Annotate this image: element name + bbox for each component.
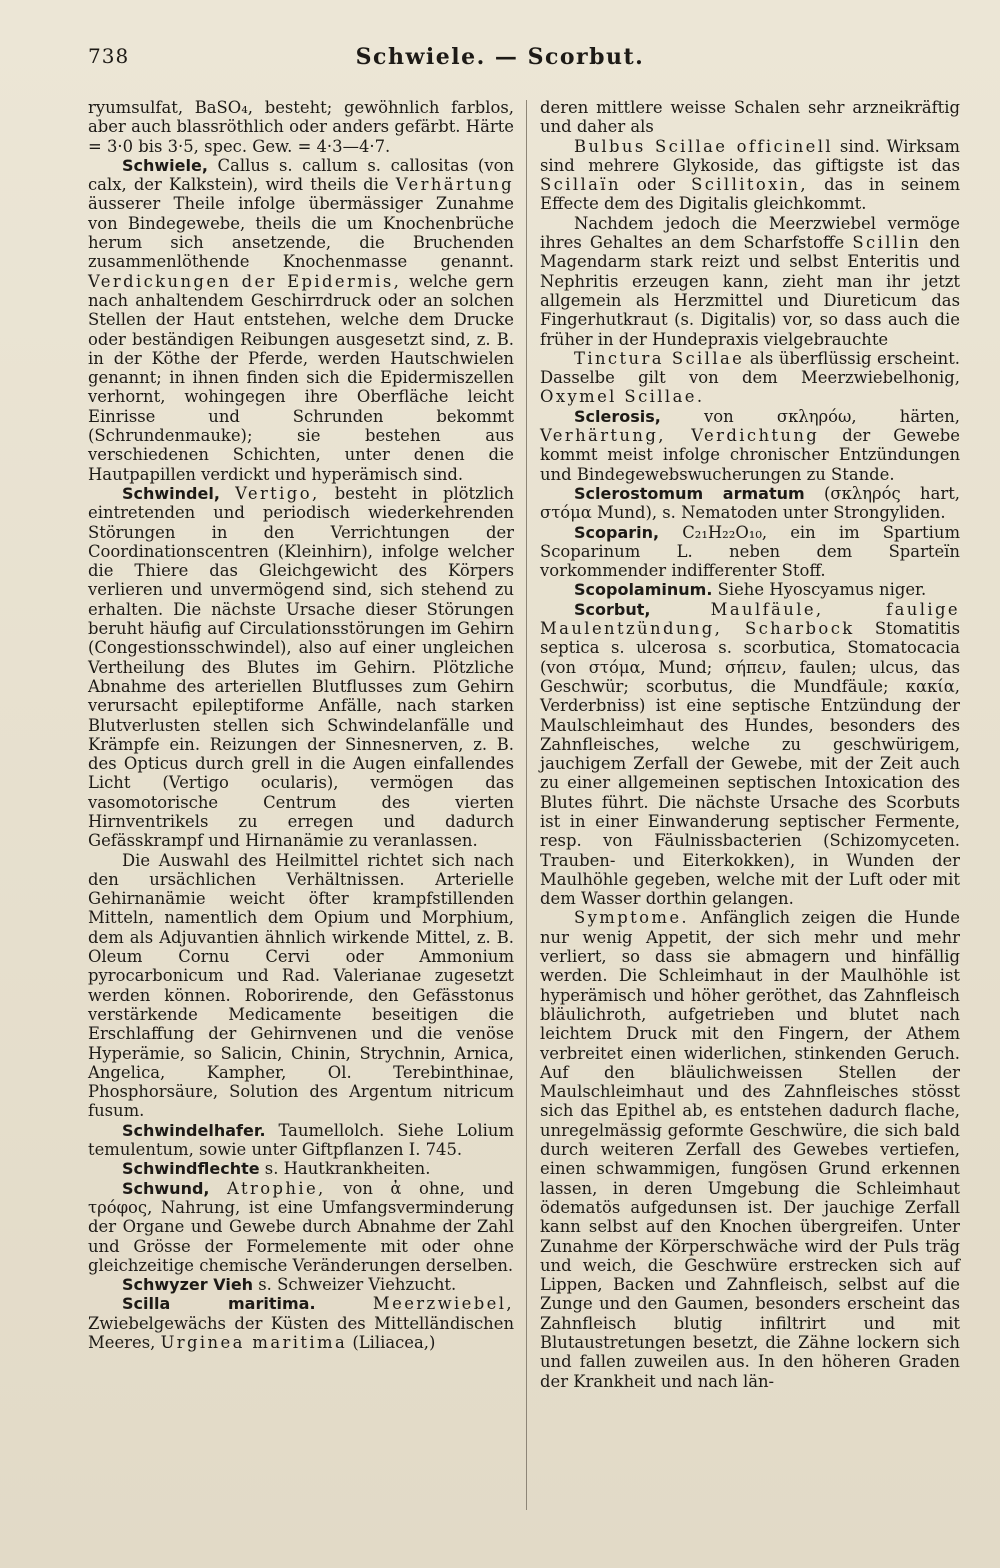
text-run: (σκληρός hart, στόμα Mund), s. Nematoden unter Strongyliden. (540, 483, 960, 523)
text-run: Die Auswahl des Heilmittel richtet sich nach den ursächlichen Verhältnissen. Arterielle Gehirnanämie weicht öfter krampfstillenden Mitteln, namentlich dem Opium und Morphium, dem als Adjuvantien ähnlich wirkende Mittel, z. B. Oleum Cornu Cervi oder Ammonium pyrocarbonicum und Rad. Valerianae zugesetzt werden können. Roborirende, den Gefässtonus verstärkende Medicamente beseitigen die Erschlaffung der Gehirnvenen und die venöse Hyperämie, so Salicin, Chinin, Strychnin, Arnica, Angelica, Kampher, Ol. Terebinthinae, Phosphorsäure, Solution des Argentum nitricum fusum. (88, 850, 514, 1121)
paragraph (540, 349, 960, 407)
entry-headword: Schwindflechte (122, 1159, 260, 1179)
paragraph (88, 1179, 514, 1275)
entry-headword: Schwindelhafer. (122, 1120, 266, 1140)
left-column (88, 98, 514, 1352)
page-header (88, 44, 912, 78)
paragraph (540, 137, 960, 214)
spaced-term: Verdickungen der Epidermis, (88, 271, 402, 291)
entry-headword: Scoparin, (574, 522, 660, 542)
text-run: Anfänglich zeigen die Hunde nur wenig Appetit, der sich mehr und mehr verliert, so dass sie abmagern und hinfällig werden. Die Schleimhaut in der Maulhöhle ist hyperämisch und höher geröthet, das Zahnfleisch bläulichroth, aufgetrieben und blutet nach leichtem Druck mit den Fingern, der Athem verbreitet einen widerlichen, stinkenden Geruch. Auf den bläulichweissen Stellen der Maulschleimhaut und des Zahnfleisches stösst sich das Epithel ab, es entstehen dadurch flache, unregelmässig geformte Geschwüre, die sich bald durch weiteren Zerfall des Gewebes vertiefen, einen schwammigen, fungösen Grund erkennen lassen, in deren Umgebung die Schleimhaut ödematös aufgedunsen ist. Der jauchige Zerfall kann selbst auf den Knochen übergreifen. Unter Zunahme der Körperschwäche wird der Puls träg und weich, die Geschwüre erstrecken sich auf Lippen, Backen und Zahnfleisch, selbst auf die Zunge und den Gaumen, besonders erscheint das Zahnfleisch blutig infiltrirt und mit Blutaustretungen besetzt, die Zähne lockern sich und fallen zuweilen aus. In den höheren Graden der Krankheit und nach län- (540, 908, 960, 1391)
text-run: Stomatitis septica s. ulcerosa s. scorbutica, Stomatocacia (von στόμα, Mund; σήπειν, faulen; ulcus, das Geschwür; scorbutus, die Mundfäule; κακία, Verderbniss) ist eine septische Entzündung der Maulschleimhaut des Hundes, besonders des Zahnfleisches, welche zu geschwürigem, jauchigem Zerfall der Gewebe, mit der Zeit auch zu einer allgemeinen septischen Intoxication des Blutes führt. Die nächste Ursache des Scorbuts ist in einer Einwanderung septischer Fermente, resp. von Fäulnissbacterien (Schizomyceten. Trauben- und Eiterkokken), in Wunden der Maulhöhle gegeben, welche mit der Luft oder mit dem Wasser dorthin gelangen. (540, 619, 960, 909)
paragraph (88, 98, 514, 156)
paragraph (540, 908, 960, 1390)
spaced-term: Scillitoxin, (691, 175, 808, 195)
spaced-term: Bulbus Scillae officinell (574, 136, 834, 156)
spaced-term: Tinctura Scillae (574, 348, 745, 368)
spaced-term: Scillin (852, 233, 922, 253)
paragraph (88, 851, 514, 1121)
paragraph (88, 156, 514, 484)
text-run: Taumellolch. Siehe Lolium temulentum, sowie unter Giftpflanzen I. 745. (88, 1120, 514, 1160)
spaced-term: Maulfäule, faulige Maulentzündung, Scharbock (540, 599, 960, 639)
text-run (316, 1294, 373, 1313)
text-run: der Gewebe kommt meist infolge chronischer Entzündungen und Bindegewebswucherungen zu Stande. (540, 426, 960, 484)
paragraph (540, 484, 960, 523)
entry-headword: Scorbut, (574, 599, 651, 619)
entry-headword: Schwindel, (122, 483, 220, 503)
text-run: äusserer Theile infolge übermässiger Zunahme von Bindegewebe, theils die um Knochenbrüche herum sich ansetzende, die Bruchenden zusammenlöthende Knochenmasse genannt. (88, 194, 514, 272)
text-run: (Liliacea,) (347, 1333, 436, 1352)
right-column (540, 98, 960, 1391)
text-run: deren mittlere weisse Schalen sehr arzneikräftig und daher als (540, 98, 960, 137)
paragraph (540, 98, 960, 137)
text-run: s. Schweizer Viehzucht. (253, 1275, 457, 1295)
text-run: ryumsulfat, BaSO₄, besteht; gewöhnlich farblos, aber auch blassröthlich oder anders gefärbt. Härte = 3·0 bis 3·5, spec. Gew. = 4·3—4·7. (88, 98, 514, 156)
spaced-term: Scillaïn (540, 175, 621, 195)
text-run (210, 1179, 228, 1198)
paragraph (88, 1275, 514, 1294)
entry-headword: Sclerosis, (574, 406, 661, 426)
entry-headword: Scilla maritima. (122, 1294, 316, 1314)
entry-headword: Sclerostomum armatum (574, 483, 805, 503)
page-number: 738 (88, 44, 130, 68)
entry-headword: Schwyzer Vieh (122, 1275, 254, 1295)
paragraph (88, 484, 514, 851)
spaced-term: Verhärtung (395, 175, 514, 195)
text-run: von σκληρόω, härten, (660, 406, 960, 426)
paragraph (88, 1159, 514, 1178)
entry-headword: Scopolaminum. (574, 580, 713, 600)
paragraph (88, 1294, 514, 1352)
paragraph (540, 523, 960, 581)
entry-headword: Schwund, (122, 1178, 210, 1198)
spaced-term: Verhärtung, Verdichtung (540, 426, 820, 446)
paragraph (540, 214, 960, 349)
paragraph (540, 580, 960, 599)
paragraph (540, 600, 960, 909)
spaced-term: Oxymel Scillae. (540, 387, 705, 407)
text-run: von ἀ ohne, und τρόφος, Nahrung, ist eine Umfangsverminderung der Organe und Gewebe durch Abnahme der Zahl und Grösse der Formelemente mit oder ohne gleichzeitige chemische Veränderungen derselben. (88, 1178, 514, 1275)
text-run (650, 600, 710, 619)
entry-headword: Schwiele, (122, 155, 208, 175)
text-run: Zwiebelgewächs der Küsten des Mittelländischen Meeres, (88, 1313, 514, 1352)
spaced-term: Atrophie, (227, 1178, 326, 1198)
spaced-term: Meerzwiebel, (372, 1294, 514, 1314)
text-run: oder (620, 175, 692, 195)
text-run: C₂₁H₂₂O₁₀, ein im Spartium Scoparinum L. neben dem Sparteïn vorkommender indifferenter Stoff. (540, 522, 960, 581)
spaced-term: Symptome. (574, 908, 690, 928)
spaced-term: Urginea maritima (160, 1333, 348, 1352)
text-run: s. Hautkrankheiten. (259, 1159, 431, 1179)
text-run: als überflüssig erscheint. Dasselbe gilt von dem Meerzwiebelhonig, (540, 348, 960, 388)
text-run: besteht in plötzlich eintretenden und periodisch wiederkehrenden Störungen in den Verrichtungen der Coordinationscentren (Kleinhirn), infolge welcher die Thiere das Gleichgewicht des Körpers verlieren und unvermögend sind, sich stehend zu erhalten. Die nächste Ursache dieser Störungen beruht häufig auf Circulationsstörungen im Gehirn (Congestionsschwindel), also auf einer ungleichen Vertheilung des Blutes im Gehirn. Plötzliche Abnahme des arteriellen Blutflusses zum Gehirn verursacht epileptiforme Anfälle, nach starken Blutverlusten stellen sich Schwindelanfälle und Krämpfe ein. Reizungen der Sinnesnerven, z. B. des Opticus durch grell in die Augen einfallendes Licht (Vertigo ocularis), vermögen das vasomotorische Centrum des vierten Hirnventrikels zu erregen und dadurch Gefässkrampf und Hirnanämie zu veranlassen. (88, 483, 514, 851)
paragraph (540, 407, 960, 484)
text-run: Siehe Hyoscyamus niger. (712, 580, 927, 600)
text-run: Callus s. callum s. callositas (von calx, der Kalkstein), wird theils die (88, 155, 514, 195)
paragraph (88, 1121, 514, 1160)
running-title: Schwiele. — Scorbut. (355, 44, 645, 70)
spaced-term: Vertigo, (235, 483, 320, 503)
text-run: das in seinem Effecte dem des Digitalis gleichkommt. (540, 175, 960, 214)
text-run: sind. Wirksam sind mehrere Glykoside, das giftigste ist das (540, 136, 960, 175)
text-run: Nachdem jedoch die Meerzwiebel vermöge ihres Gehaltes an dem Scharfstoffe (540, 213, 960, 253)
column-divider (526, 100, 527, 1510)
text-run: den Magendarm stark reizt und selbst Enteritis und Nephritis erzeugen kann, zieht man ihr jetzt allgemein als Herzmittel und Diureticum das Fingerhutkraut (s. Digitalis) vor, so dass auch die früher in der Hundepraxis vielgebrauchte (540, 233, 960, 349)
text-run (220, 484, 235, 503)
text-run: welche gern nach anhaltendem Geschirrdruck oder an solchen Stellen der Haut entstehen, welche dem Drucke oder beständigen Reibungen ausgesetzt sind, z. B. in der Köthe der Pferde, werden Hautschwielen genannt; in ihnen finden sich die Epidermiszellen verhornt, wohingegen ihre Oberfläche leicht Einrisse und Schrunden bekommt (Schrundenmauke); sie bestehen aus verschiedenen Schichten, unter denen die Hautpapillen verdickt und hyperämisch sind. (88, 271, 514, 484)
